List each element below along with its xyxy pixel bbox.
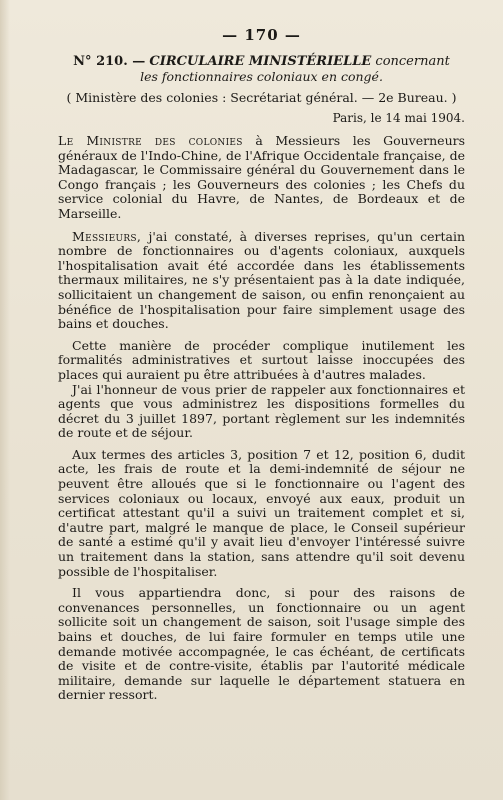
dateline: Paris, le 14 mai 1904.: [332, 111, 465, 125]
address-paragraph: [58, 134, 465, 222]
body-paragraph-3: J'ai l'honneur de vous prier de rappeler aux fonctionnaires et agents que vous administrez les dispositions formelles du décret du 3 juillet 1897, portant règlement sur les indemnités de route et de séjour.: [58, 381, 465, 441]
document-title-rest: concernant: [375, 54, 450, 69]
body-paragraph-5: Il vous appartiendra donc, si pour des raisons de convenances personnelles, un fonctionnaire ou un agent sollicite soit un changement de saison, soit l'usage simple des bains et douches, de lui faire formuler en temps utile une demande motivée accompagnée, le cas échéant, de certificats de visite et de contre-visite, établis par l'autorité médicale militaire, demande sur laquelle le département statuera en dernier ressort.: [58, 585, 465, 703]
document-number: N° 210. —: [73, 54, 146, 69]
page-edge-shadow: [0, 0, 10, 800]
address-lead: Le Ministre des colonies: [58, 133, 243, 148]
address-text: à Messieurs les Gouverneurs généraux de l'Indo-Chine, de l'Afrique Occidentale française, de Madagascar, le Commissaire général du Gouvernement dans le Congo français ; les Gouverneurs des colonies ; les Chefs du service colonial du Havre, de Nantes, de Bordeaux et de Marseille.: [58, 133, 466, 221]
document-heading: [58, 54, 465, 69]
salutation: Messieurs,: [72, 228, 142, 244]
body-paragraph-4: Aux termes des articles 3, position 7 et 12, position 6, dudit acte, les frais de route et la demi-indemnité de séjour ne peuvent être alloués que si le fonctionnaire ou l'agent des services coloniaux ou locaux, envoyé aux eaux, produit un certificat attestant qu'il a suivi un traitement complet et si, d'autre part, malgré le manque de place, le Conseil supérieur de santé a estimé qu'il y avait lieu d'envoyer l'intéressé suivre un traitement dans la station, sans attendre qu'il soit devenu possible de l'hospitaliser.: [58, 446, 465, 579]
page-number: — 170 —: [222, 26, 301, 44]
ministry-line: ( Ministère des colonies : Secrétariat général. — 2e Bureau. ): [66, 90, 457, 105]
body-paragraph-1: Messieurs, j'ai constaté, à diverses reprises, qu'un certain nombre de fonctionnaires ou d'agents coloniaux, auxquels l'hospitalisation avait été accordée dans les établissements thermaux militaires, ne s'y présentaient pas à la date indiquée, sollicitaient un changement de saison, ou enfin renonçaient au bénéfice de l'hospitalisation pour faire simplement usage des bains et douches.: [58, 228, 465, 332]
document-subtitle: les fonctionnaires coloniaux en congé.: [140, 69, 383, 84]
body-paragraph-2: Cette manière de procéder complique inutilement les formalités administratives et surtout laisse inoccupées des places qui auraient pu être attribuées à d'autres malades.: [58, 337, 465, 382]
document-title: CIRCULAIRE MINISTÉRIELLE: [149, 54, 372, 69]
